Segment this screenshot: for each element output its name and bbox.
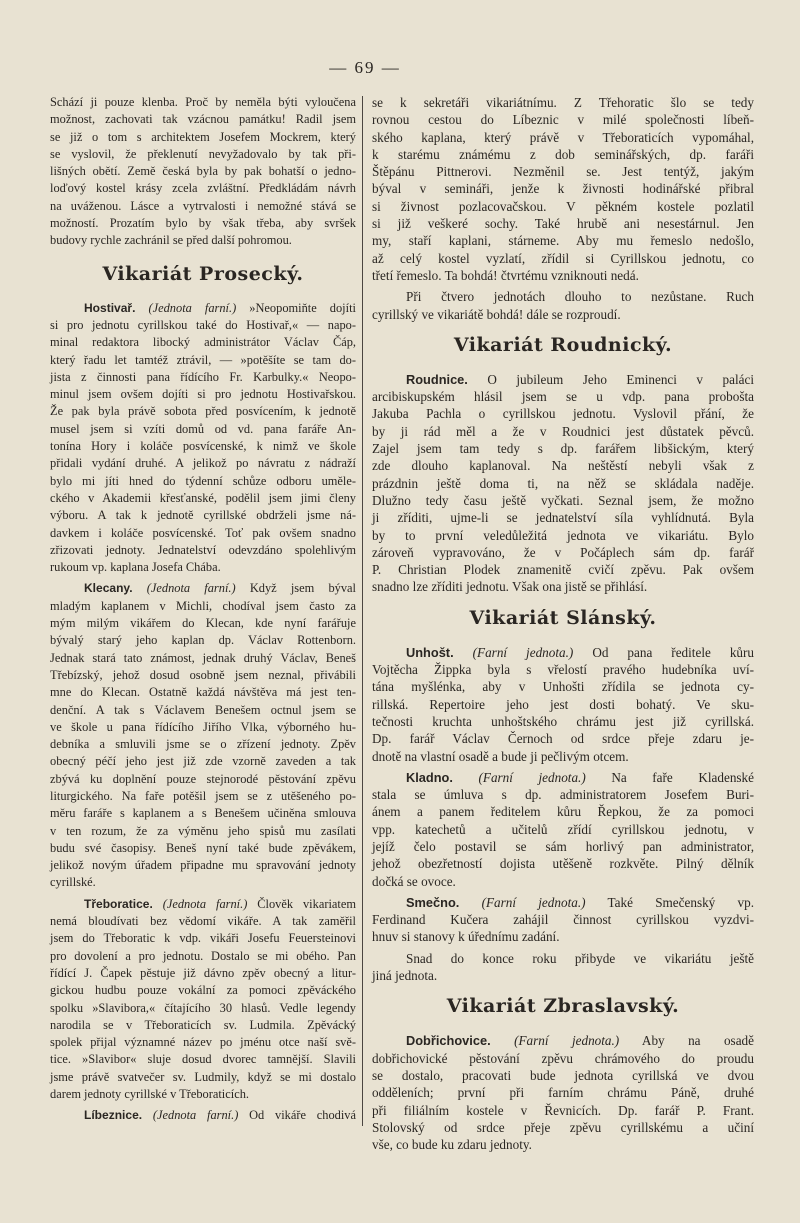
text-line bbox=[372, 492, 754, 509]
line-text: při filiálním kostele v Řevnicích. Dp. farář P. Frant. bbox=[372, 1102, 754, 1118]
line-text: Od vikáře chodivá bbox=[249, 1108, 356, 1123]
line-text: Že pak byla právě sobota před posvícením, k jednotě bbox=[50, 404, 356, 419]
page-number: — 69 — bbox=[329, 58, 401, 77]
paragraph bbox=[50, 300, 356, 577]
right-column bbox=[372, 94, 754, 1153]
paragraph bbox=[372, 894, 754, 946]
paragraph bbox=[50, 94, 356, 250]
line-text: tána myšlénka, aby v Unhošti zřídila se jednota cy- bbox=[372, 679, 754, 695]
line-text: ánem a panem ředitelem kůru Řepkou, že za pomoci bbox=[372, 804, 754, 820]
text-line bbox=[50, 719, 356, 736]
line-text: se k sekretáři vikariátnímu. Z Třehoratic šlo se tedy bbox=[372, 95, 754, 110]
line-text: ckého v Akademii křesťanské, podělil jsem jimi členy bbox=[50, 490, 356, 505]
text-line bbox=[50, 490, 356, 507]
text-line bbox=[372, 423, 754, 440]
text-line bbox=[372, 855, 754, 872]
line-text: Od pana ředitele kůru bbox=[592, 644, 755, 660]
text-line bbox=[50, 840, 356, 857]
text-line bbox=[372, 146, 754, 163]
line-text: zde dlouho kaplanoval. Na neštěstí nebyli však z bbox=[372, 458, 754, 474]
line-text: Jednak stará tato známost, jednak druhý Václav, Beneš bbox=[50, 650, 356, 665]
text-line bbox=[372, 661, 754, 678]
text-line bbox=[50, 559, 356, 576]
line-text: by ji rád měl a že v Roudnici jest důstatek pěvců. bbox=[372, 423, 754, 439]
line-text: cyrillské. bbox=[50, 875, 96, 890]
text-line bbox=[50, 232, 356, 249]
text-line bbox=[50, 94, 356, 111]
line-text: Zajel jsem tam tedy s dp. farářem libšickým, který bbox=[372, 441, 754, 457]
line-text: dobřichovické pěstování zpěvu chrámového do proudu bbox=[372, 1050, 754, 1066]
text-line bbox=[372, 696, 754, 713]
union-type: (Jednota farní.) bbox=[146, 581, 236, 596]
line-text: rovnou cestou do Líbeznic v milé společnosti líbeň- bbox=[372, 112, 754, 128]
text-line bbox=[372, 950, 754, 967]
text-line bbox=[372, 180, 754, 197]
text-line bbox=[50, 421, 356, 438]
text-line bbox=[50, 180, 356, 197]
line-text: jelikož novým úřadem připadne mu spravování jednoty bbox=[50, 858, 356, 873]
text-line bbox=[50, 1069, 356, 1086]
section-heading: Vikariát Zbraslavský. bbox=[446, 995, 680, 1018]
text-line bbox=[372, 527, 754, 544]
line-text: dnotě na vlastní osadě a bude ji pečlivým otcem. bbox=[372, 748, 629, 764]
line-text: ského kaplana, který právě v Třeboraticích vypomáhal, bbox=[372, 129, 754, 145]
line-text: si již veškeré sochy. Také hrubě ani nesestárnul. Jen bbox=[372, 216, 754, 232]
text-line bbox=[50, 580, 356, 597]
text-line bbox=[372, 769, 754, 786]
line-text: Dp. farář Václav Černoch od srdce přeje zdaru je- bbox=[372, 731, 754, 747]
line-text: ji zříditi, ujme-li se jednatelství síla vyhlídnutá. Byla bbox=[372, 510, 754, 526]
paragraph bbox=[372, 1032, 754, 1153]
line-text: výboru. A tak k jednotě cyrillské obdrželi jsme ná- bbox=[50, 508, 356, 523]
text-line bbox=[372, 215, 754, 232]
paragraph bbox=[50, 896, 356, 1104]
text-line bbox=[372, 1032, 754, 1049]
text-line bbox=[50, 525, 356, 542]
line-text: minul jsem ovšem dojíti si pro jednotu Hostivařskou. bbox=[50, 387, 356, 402]
line-text: snadno lze zříditi jednotu. Však ona jistě se přihlásí. bbox=[372, 579, 648, 595]
text-line bbox=[372, 544, 754, 561]
text-line bbox=[372, 730, 754, 747]
section-heading: Vikariát Roudnický. bbox=[453, 333, 673, 356]
line-text: jsme právě svatvečer sv. Ludmily, když se mi dostalo bbox=[50, 1069, 356, 1084]
line-text: zároveň vypravováno, že v Počáplech sám dp. farář bbox=[372, 544, 754, 560]
line-text: dočká se ovoce. bbox=[372, 873, 456, 889]
line-text: ve škole u pana řídícího Jiřího Vlka, výborného hu- bbox=[50, 719, 356, 734]
line-text: jejíž čelo postavil se sám horlivý pan administrator, bbox=[372, 838, 754, 854]
text-line bbox=[372, 250, 754, 267]
line-text: Stolovský od srdce přeje zpěvu cyrillskému a učiní bbox=[372, 1119, 754, 1135]
line-text: možností. Prozatím bylo by však třeba, aby svršek bbox=[50, 216, 356, 231]
text-line bbox=[50, 896, 356, 913]
union-type: (Farní jednota.) bbox=[514, 1033, 620, 1049]
line-text: býval v semináři, jenže k živnosti hodinářské přibral bbox=[372, 181, 754, 197]
line-text: jsem do Třeboratic k vdp. vikáři Josefu Feuersteinovi bbox=[50, 931, 356, 946]
line-text: jista z činnosti pana řídícího Fr. Karbulky.« Neopo- bbox=[50, 369, 356, 384]
text-line bbox=[50, 823, 356, 840]
text-line bbox=[50, 455, 356, 472]
line-text: mladým kaplanem v Michli, chodíval jsem často za bbox=[50, 598, 356, 613]
text-line bbox=[372, 163, 754, 180]
text-line bbox=[372, 388, 754, 405]
text-line bbox=[372, 561, 754, 578]
line-text: pro dovolení a pro jednotu. Dostalo se mi obého. Pan bbox=[50, 948, 356, 963]
text-line bbox=[50, 771, 356, 788]
line-text: měru faráře s kaplanem a s Benešem učiněna smlouva bbox=[50, 806, 356, 821]
line-text: musel jsem si vzíti domů od vd. pana faráře An- bbox=[50, 421, 356, 436]
text-line bbox=[50, 386, 356, 403]
line-text: Ferdinand Kučera zahájil činnost cyrillskou vyzdvi- bbox=[372, 912, 754, 928]
line-text: vše, co bude ku zdaru jednoty. bbox=[372, 1137, 532, 1153]
text-line bbox=[50, 163, 356, 180]
union-type: (Jednota farní.) bbox=[148, 300, 237, 315]
line-text: arcibiskupském hlásil jsem se u vdp. pana probošta bbox=[372, 389, 754, 405]
line-text: darem jednoty cyrillské v Třeboraticích. bbox=[50, 1087, 249, 1102]
line-text: obecný péčí jeho jest již zde vzorně zaveden a tak bbox=[50, 754, 356, 769]
text-line bbox=[372, 786, 754, 803]
line-text: loďový kostel krásy zcela zvláštní. Předkládám návrh bbox=[50, 181, 356, 196]
line-text: Štěpánu Pittnerovi. Nezměnil se. Jest tentýž, jakým bbox=[372, 164, 754, 180]
parish-name: Dobřichovice. bbox=[406, 1033, 491, 1049]
line-text: cyrillský ve vikariátě bohdá! dále se rozproudí. bbox=[372, 306, 621, 322]
text-line bbox=[50, 913, 356, 930]
section-heading: Vikariát Slánský. bbox=[469, 606, 657, 629]
text-line bbox=[50, 111, 356, 128]
text-line bbox=[50, 702, 356, 719]
line-text: jehož obezřetností dojista utěšeně rozkvěte. Pilný dělník bbox=[372, 856, 754, 872]
line-text: P. Christian Plodek znamenitě cvičí zpěvu. Pak ovšem bbox=[372, 562, 754, 578]
text-line bbox=[372, 1102, 754, 1119]
line-text: davkem i koláče posvícenské. Toť pak ovšem snadno bbox=[50, 525, 356, 540]
line-text: Na faře Kladenské bbox=[611, 769, 754, 785]
text-line bbox=[50, 438, 356, 455]
text-line bbox=[50, 1051, 356, 1068]
text-line bbox=[372, 371, 754, 388]
text-line bbox=[372, 198, 754, 215]
text-line bbox=[50, 352, 356, 369]
union-type: (Farní jednota.) bbox=[481, 894, 586, 910]
text-line bbox=[50, 317, 356, 334]
union-type: (Farní jednota.) bbox=[478, 769, 586, 785]
text-line bbox=[50, 965, 356, 982]
text-line bbox=[50, 369, 356, 386]
text-line bbox=[372, 1119, 754, 1136]
line-text: my, staří kaplani, stárneme. Aby mu řemeslo nedošlo, bbox=[372, 233, 754, 249]
text-line bbox=[372, 678, 754, 695]
text-line bbox=[50, 542, 356, 559]
text-line bbox=[50, 615, 356, 632]
line-text: mne do Klecan. Ostatně každá návštěva má jest ten- bbox=[50, 685, 356, 700]
line-text: Dlužno tedy času ještě vyčkati. Seznal jsem, že možno bbox=[372, 492, 754, 508]
text-line bbox=[372, 475, 754, 492]
text-line bbox=[50, 1107, 356, 1124]
line-text: odděleních; první při farním chrámu Páně, druhé bbox=[372, 1085, 754, 1101]
paragraph bbox=[50, 580, 356, 891]
line-text: tonína Hory i koláče posvícenské, k nimž ve škole bbox=[50, 439, 356, 454]
paragraph bbox=[372, 371, 754, 596]
line-text: Třebízský, jehož dosud osobně jsem neznal, přivábili bbox=[50, 667, 356, 682]
text-line bbox=[50, 982, 356, 999]
text-line bbox=[50, 805, 356, 822]
line-text: si živnost pozlacovačskou. V pěkném kostele pozlatil bbox=[372, 198, 754, 214]
line-text: Člověk vikariatem bbox=[257, 896, 356, 911]
union-type: (Jednota farní.) bbox=[162, 896, 248, 911]
text-line bbox=[50, 1034, 356, 1051]
text-line bbox=[50, 1000, 356, 1017]
line-text: který řadu let tamtéž ztrávil, — »potěšíte se tam do- bbox=[50, 352, 356, 367]
text-line bbox=[372, 111, 754, 128]
paragraph bbox=[372, 769, 754, 890]
text-line bbox=[50, 753, 356, 770]
line-text: narodila se v Třeboraticích sv. Ludmila. Zpěvácký bbox=[50, 1017, 356, 1032]
text-line bbox=[50, 1086, 356, 1103]
line-text: k starému známému z dob seminářských, dp. faráři bbox=[372, 146, 754, 162]
text-line bbox=[50, 598, 356, 615]
text-line bbox=[50, 650, 356, 667]
line-text: debníka a smluvili jsme se o zřízení jednoty. Zpěv bbox=[50, 737, 356, 752]
line-text: budu své časopisy. Beneš nyní také bude zpěvákem, bbox=[50, 840, 356, 855]
line-text: rukoum vp. kaplana Josefa Chába. bbox=[50, 560, 221, 575]
line-text: se již o tom s architektem Josefem Mockrem, který bbox=[50, 129, 356, 144]
text-line bbox=[372, 1050, 754, 1067]
line-text: Aby na osadě bbox=[641, 1033, 754, 1049]
line-text: tečnosti kruchta unhoštského chrámu jest již cyrillská. bbox=[372, 713, 754, 729]
line-text: třetí řemeslo. Ta bohdá! čtvrtému vzniknouti nedá. bbox=[372, 267, 639, 283]
text-line bbox=[372, 306, 754, 323]
line-text: hnuv si stanovy k úřednímu zadání. bbox=[372, 929, 560, 945]
line-text: »Neopomiňte dojíti bbox=[249, 300, 356, 315]
text-line bbox=[372, 873, 754, 890]
line-text: Vojtěcha Žippka byla s vřelostí pravého hudebníka uví- bbox=[372, 662, 754, 678]
line-text: vpp. katechetů a učitelů zřídí cyrillskou jednotu, v bbox=[372, 821, 754, 837]
line-text: Snad do konce roku přibyde ve vikariátu ještě bbox=[406, 950, 754, 966]
line-text: bývalý starý jeho kaplan dp. Václav Rottenborn. bbox=[50, 633, 356, 648]
text-line bbox=[50, 403, 356, 420]
text-line bbox=[372, 967, 754, 984]
line-text: gickou hudbu pouze vokální za pomoci zpěváckého bbox=[50, 983, 356, 998]
parish-name: Kladno. bbox=[406, 769, 453, 785]
text-line bbox=[372, 1084, 754, 1101]
text-line bbox=[50, 874, 356, 891]
text-line bbox=[372, 288, 754, 305]
text-line bbox=[372, 509, 754, 526]
line-text: budovy rychle zachránil se před další pohromou. bbox=[50, 233, 292, 248]
text-line bbox=[372, 405, 754, 422]
text-line bbox=[372, 803, 754, 820]
line-text: liturgického. Na faře potěšil jsem se z utěšeného po- bbox=[50, 788, 356, 803]
parish-name: Smečno. bbox=[406, 894, 460, 910]
line-text: bylo mi jíti hned do týdenní schůze odboru uměle- bbox=[50, 473, 356, 488]
line-text: přidali vydání druhé. A jelikož po návratu z nádraží bbox=[50, 456, 356, 471]
parish-name: Unhošt. bbox=[406, 644, 454, 660]
line-text: rillská. Repertoire jeho jest dosti bohatý. Ve sku- bbox=[372, 696, 754, 712]
text-line bbox=[372, 748, 754, 765]
text-line bbox=[372, 232, 754, 249]
line-text: si pro jednotu cyrillskou také do Hostivař,« — napo- bbox=[50, 317, 356, 332]
line-text: zřizovati jednoty. Jednatelství odevzdáno spolehlivým bbox=[50, 542, 356, 557]
text-line bbox=[50, 507, 356, 524]
text-line bbox=[372, 928, 754, 945]
text-line bbox=[372, 440, 754, 457]
line-text: spolek přijal významné název po jménu otce naší svě- bbox=[50, 1035, 356, 1050]
text-line bbox=[372, 267, 754, 284]
line-text: nemá bloudívati bez vědomí vikáře. A tak zaměřil bbox=[50, 914, 356, 929]
left-column bbox=[50, 94, 356, 1125]
line-text: Jakuba Pachla o cyrillskou jednotu. Vyslovil přání, že bbox=[372, 406, 754, 422]
paragraph bbox=[372, 288, 754, 323]
paragraph bbox=[372, 644, 754, 765]
text-line bbox=[372, 129, 754, 146]
line-text: spolku »Slavibora,« čítajícího 30 hlasů. Vedle legendy bbox=[50, 1000, 356, 1015]
text-line bbox=[50, 334, 356, 351]
line-text: denční. A tak s Václavem Benešem octnul jsem se bbox=[50, 702, 356, 717]
line-text: v ten rozum, že za výměnu jeho spisů mu zasílati bbox=[50, 823, 356, 838]
text-line bbox=[372, 1067, 754, 1084]
line-text: Také Smečenský vp. bbox=[607, 894, 755, 910]
text-line bbox=[372, 1136, 754, 1153]
line-text: tice. »Slavibor« sluje dosud dvorec tamnější. Slavili bbox=[50, 1052, 356, 1067]
line-text: Schází ji pouze klenba. Proč by neměla býti vyloučena bbox=[50, 95, 356, 109]
line-text: zbývá ku doplnění pouze stejnorodé pěstování zpěvu bbox=[50, 771, 356, 786]
line-text: se dostalo, pracovati bude jednota cyrillská ve dvou bbox=[372, 1067, 754, 1083]
text-line bbox=[50, 1017, 356, 1034]
paragraph bbox=[372, 94, 754, 284]
text-line bbox=[50, 300, 356, 317]
line-text: O jubileum Jeho Eminenci v paláci bbox=[487, 371, 754, 387]
column-divider bbox=[362, 96, 363, 1126]
line-text: minal redaktora libocký administrátor Václav Čáp, bbox=[50, 335, 356, 350]
text-line bbox=[50, 146, 356, 163]
text-line bbox=[372, 838, 754, 855]
parish-name: Třeboratice. bbox=[84, 896, 153, 911]
text-line bbox=[50, 736, 356, 753]
text-line bbox=[50, 667, 356, 684]
paragraph bbox=[50, 1107, 356, 1124]
line-text: na uváženou. Lásce a vytrvalosti i nemožné stává se bbox=[50, 198, 356, 213]
parish-name: Hostivař. bbox=[84, 300, 136, 315]
text-line bbox=[372, 644, 754, 661]
text-line bbox=[50, 129, 356, 146]
union-type: (Farní jednota.) bbox=[472, 644, 574, 660]
parish-name: Líbeznice. bbox=[84, 1108, 143, 1123]
text-line bbox=[50, 857, 356, 874]
text-line bbox=[372, 94, 754, 111]
text-line bbox=[50, 684, 356, 701]
text-line bbox=[50, 198, 356, 215]
text-line bbox=[50, 788, 356, 805]
line-text: lišných obětí. Země česká byla by pak bohatší o jedno- bbox=[50, 164, 356, 179]
line-text: Při čtvero jednotách dlouho to nezůstane. Ruch bbox=[406, 289, 754, 305]
text-line bbox=[372, 821, 754, 838]
section-heading: Vikariát Prosecký. bbox=[102, 262, 304, 285]
line-text: možnost, zachovati tak vzácnou památku! Radil jsem bbox=[50, 112, 356, 127]
text-line bbox=[372, 911, 754, 928]
text-line bbox=[50, 215, 356, 232]
line-text: mým milým vikářem do Klecan, kde nyní farářuje bbox=[50, 616, 356, 631]
text-line bbox=[50, 632, 356, 649]
text-line bbox=[50, 473, 356, 490]
text-line bbox=[372, 713, 754, 730]
line-text: prázdnin ještě doma ti, na něž se skládala naděje. bbox=[372, 475, 754, 491]
line-text: se vyslovil, že překlenutí nevyžadovalo by tak při- bbox=[50, 146, 356, 161]
parish-name: Roudnice. bbox=[406, 371, 468, 387]
text-line bbox=[372, 457, 754, 474]
line-text: by to první veledůležitá jednota ve vikariátu. Bylo bbox=[372, 527, 754, 543]
text-line bbox=[50, 948, 356, 965]
line-text: jiná jednota. bbox=[372, 968, 438, 984]
text-line bbox=[50, 930, 356, 947]
line-text: řídící J. Čapek pěstuje již dávno zpěv obecný a litur- bbox=[50, 965, 356, 980]
text-line bbox=[372, 578, 754, 595]
paragraph bbox=[372, 950, 754, 985]
parish-name: Klecany. bbox=[84, 581, 133, 596]
text-line bbox=[372, 894, 754, 911]
line-text: stala se úmluva s dp. administratorem Josefem Buri- bbox=[372, 787, 754, 803]
line-text: až celý kostel vyzlatí, zřídil si Cyrillskou jednotu, co bbox=[372, 250, 754, 266]
union-type: (Jednota farní.) bbox=[152, 1108, 239, 1123]
line-text: Když jsem býval bbox=[249, 581, 356, 596]
